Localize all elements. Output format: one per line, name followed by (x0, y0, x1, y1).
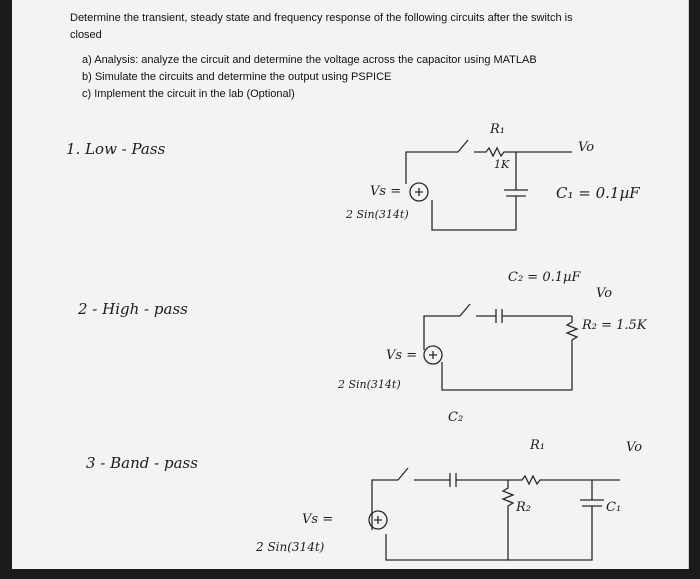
task-b: b) Simulate the circuits and determine the output using PSPICE (82, 71, 392, 83)
low-pass-title: 1. Low - Pass (66, 140, 166, 158)
low-pass-r-value: 1K (494, 158, 510, 171)
band-pass-title: 3 - Band - pass (86, 454, 198, 472)
band-pass-r2: R₂ (516, 500, 531, 515)
band-pass-vs: Vs = (302, 512, 334, 527)
low-pass-r-label: R₁ (490, 122, 505, 137)
high-pass-vo: Vo (596, 286, 613, 301)
band-pass-r1: R₁ (530, 438, 545, 453)
low-pass-vs: Vs = (370, 184, 402, 199)
circuit-drawings (12, 0, 688, 569)
high-pass-r-label: R₂ = 1.5K (582, 318, 647, 333)
band-pass-vo: Vo (626, 440, 643, 455)
problem-statement-line1: Determine the transient, steady state and frequency response of the following circuits after the switch is (70, 12, 573, 24)
band-pass-circuit (369, 468, 620, 560)
high-pass-vs: Vs = (386, 348, 418, 363)
high-pass-c-label: C₂ = 0.1µF (508, 270, 581, 285)
low-pass-vo: Vo (578, 140, 595, 155)
high-pass-title: 2 - High - pass (78, 300, 188, 318)
high-pass-circuit (424, 304, 577, 390)
low-pass-vs-expr: 2 Sin(314t) (346, 208, 409, 221)
low-pass-circuit (406, 140, 572, 230)
problem-statement-line2: closed (70, 29, 102, 41)
problem-sheet (12, 0, 689, 569)
task-c: c) Implement the circuit in the lab (Optional) (82, 88, 295, 100)
band-pass-vs-expr: 2 Sin(314t) (256, 540, 325, 554)
high-pass-vs-expr: 2 Sin(314t) (338, 378, 401, 391)
task-a: a) Analysis: analyze the circuit and determine the voltage across the capacitor using MATLAB (82, 54, 537, 66)
low-pass-c-label: C₁ = 0.1µF (556, 184, 640, 202)
band-pass-c1: C₁ (606, 500, 622, 515)
band-pass-c2: C₂ (448, 410, 464, 425)
